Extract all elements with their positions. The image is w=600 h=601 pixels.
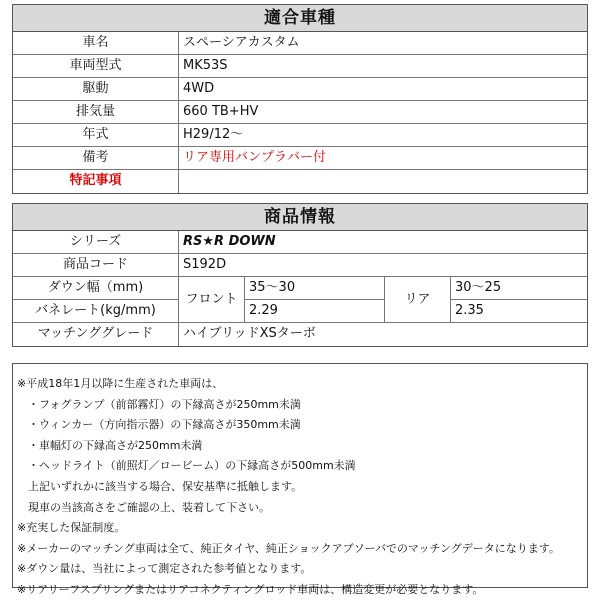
- product-code-label: 商品コード: [13, 254, 179, 276]
- note-line: ※ダウン量は、当社によって測定された参考値となります。: [17, 562, 312, 576]
- row-label: 年式: [13, 124, 179, 146]
- table-row: [13, 32, 587, 55]
- row-value: MK53S: [183, 58, 228, 73]
- note-line: ・ヘッドライト（前照灯／ロービーム）の下縁高さが500mm未満: [17, 459, 356, 473]
- rear-rate-value: 2.35: [455, 303, 484, 318]
- remarks-value: リア専用バンプラバー付: [183, 150, 327, 165]
- front-label: フロント: [179, 277, 245, 322]
- series-label: シリーズ: [13, 231, 179, 253]
- product-table-header: 商品情報: [13, 204, 587, 231]
- row-value: H29/12～: [183, 127, 244, 142]
- row-value: [179, 170, 587, 193]
- product-table: [12, 203, 588, 347]
- series-value: RS★R DOWN: [183, 234, 276, 249]
- front-rate-value: 2.29: [249, 303, 278, 318]
- row-value: 660 TB+HV: [183, 104, 259, 119]
- row-value: スペーシアカスタム: [183, 35, 300, 50]
- product-code-value: S192D: [183, 257, 227, 272]
- row-label: 備考: [13, 147, 179, 169]
- note-line: ※リアリーフスプリングまたはリアコネクティングロッド車両は、構造変更が必要となります。: [17, 582, 484, 596]
- row-label: 車名: [13, 32, 179, 54]
- note-line: ・フォグランプ（前部霧灯）の下縁高さが250mm未満: [17, 397, 301, 411]
- table-row: [13, 170, 587, 193]
- table-row: [13, 254, 587, 277]
- rear-down-value: 30～25: [451, 277, 587, 300]
- grade-value: ハイブリッドXSターボ: [183, 326, 316, 341]
- table-row: [13, 55, 587, 78]
- rear-label: リア: [385, 277, 451, 322]
- table-row: [13, 277, 587, 323]
- spring-rate-label: バネレート(kg/mm): [35, 303, 156, 318]
- table-row: [13, 147, 587, 170]
- front-down-value: 35～30: [245, 277, 384, 300]
- notes-box: [12, 363, 588, 596]
- note-line: ・ウィンカー（方向指示器）の下縁高さが350mm未満: [17, 418, 301, 432]
- table-row: [13, 78, 587, 101]
- vehicle-table-header: 適合車種: [13, 5, 587, 32]
- row-label: 車両型式: [13, 55, 179, 77]
- down-width-label: ダウン幅（mm): [13, 277, 178, 300]
- note-line: 現車の当該高さをご確認の上、装着して下さい。: [17, 500, 270, 514]
- special-notes-label: 特記事項: [13, 170, 179, 193]
- row-value: 4WD: [183, 81, 215, 96]
- row-label: 駆動: [13, 78, 179, 100]
- row-label: 排気量: [13, 101, 179, 123]
- table-row: [13, 124, 587, 147]
- table-row: [13, 231, 587, 254]
- vehicle-table: [12, 4, 588, 194]
- note-line: 上記いずれかに該当する場合、保安基準に抵触します。: [17, 479, 303, 493]
- note-line: ※メーカーのマッチング車両は全て、純正タイヤ、純正ショックアブソーバでのマッチングデータになります。: [17, 541, 560, 555]
- table-row: [13, 323, 587, 346]
- table-row: [13, 101, 587, 124]
- grade-label: マッチンググレード: [13, 323, 179, 346]
- note-line: ※充実した保証制度。: [17, 521, 126, 535]
- note-line: ※平成18年1月以降に生産された車両は、: [17, 377, 224, 390]
- note-line: ・車幅灯の下縁高さが250mm未満: [17, 438, 203, 452]
